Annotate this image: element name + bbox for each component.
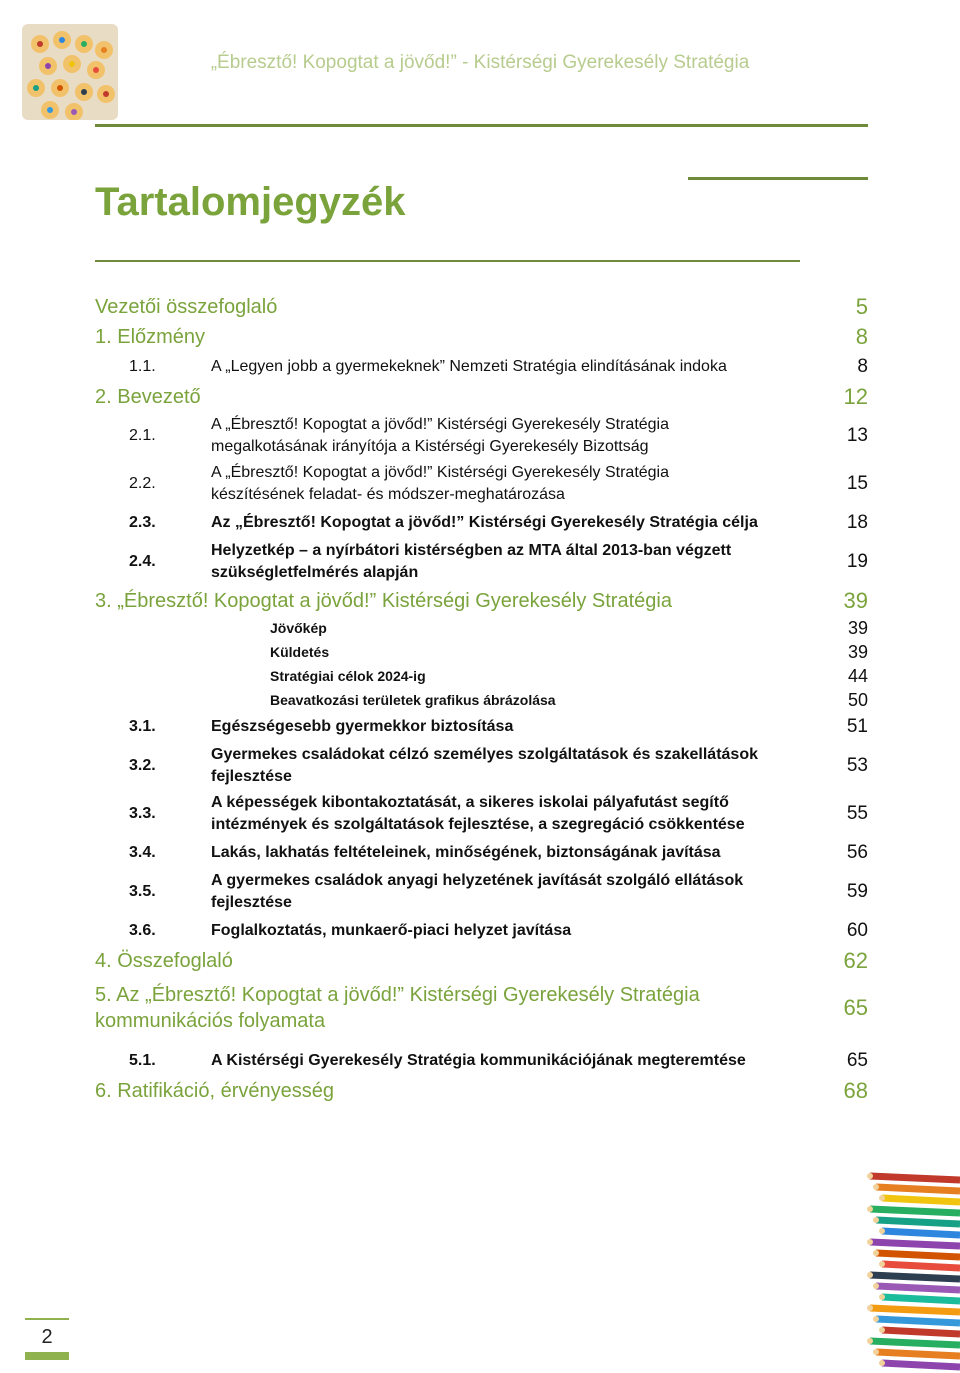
- toc-entry-text: Vezetői összefoglaló: [95, 295, 278, 318]
- toc-entry[interactable]: [95, 742, 868, 790]
- toc-entry-text: Gyermekes családokat célzó személyes szolgáltatások és szakellátások fejlesztése: [211, 746, 758, 785]
- toc-entry-page: 12: [843, 384, 868, 409]
- pencil-tip: [879, 1228, 885, 1234]
- toc-entry-text: Lakás, lakhatás feltételeinek, minőségének, biztonságának javítása: [211, 844, 721, 861]
- toc-entry-text: Egészségesebb gyermekkor biztosítása: [211, 718, 514, 735]
- toc-entry-text: A „Legyen jobb a gyermekeknek” Nemzeti Stratégia elindításának indoka: [211, 358, 727, 375]
- pencil-shape: [876, 1253, 960, 1257]
- toc-entry-number: 2.1.: [129, 427, 156, 444]
- toc-entry-page: 15: [846, 473, 868, 494]
- toc-entry-text: A Kistérségi Gyerekesély Stratégia kommunikációjának megteremtése: [211, 1052, 746, 1069]
- pencil-tip: [873, 1250, 879, 1256]
- pencil-tip: [873, 1217, 879, 1223]
- pencil-tip: [879, 1294, 885, 1300]
- pencil-shape: [876, 1187, 960, 1191]
- toc-entry[interactable]: [95, 1076, 868, 1106]
- toc-entry-page: 44: [847, 665, 868, 686]
- toc-entry[interactable]: [95, 664, 868, 688]
- toc-entry-number: 3.2.: [129, 757, 156, 774]
- toc-entry-page: 50: [847, 689, 868, 710]
- toc-entry-number: 3.1.: [129, 718, 156, 735]
- pencil-shape: [870, 1341, 960, 1345]
- pencil-tip: [867, 1206, 873, 1212]
- title-accent-rule: [688, 177, 868, 180]
- header-rule: [95, 124, 868, 127]
- toc-entry-text: Az „Ébresztő! Kopogtat a jövőd!” Kistérségi Gyerekesély Stratégia célja: [211, 514, 758, 531]
- toc-entry-number: 3.6.: [129, 922, 156, 939]
- pencils-logo-icon: [22, 24, 118, 120]
- toc-entry-page: 5: [855, 294, 868, 319]
- pencil-tip: [873, 1184, 879, 1190]
- toc-entry-page: 65: [846, 1050, 868, 1071]
- page-number-top-rule: [25, 1318, 69, 1320]
- toc-entry[interactable]: [95, 838, 868, 868]
- toc-entry[interactable]: [95, 322, 868, 352]
- toc-entry-page: 59: [846, 881, 868, 902]
- toc-entry-text: A képességek kibontakoztatását, a sikeres iskolai pályafutást segítő intézmények és szolgáltatások fejlesztése, a szegregáció csökkentése: [211, 794, 745, 833]
- pencil-shape: [882, 1297, 960, 1301]
- toc-entry[interactable]: [95, 352, 868, 382]
- toc-entry[interactable]: [95, 382, 868, 412]
- toc-entry-number: 3.4.: [129, 844, 156, 861]
- pencil-shape: [882, 1231, 960, 1235]
- toc-entry-page: 8: [857, 356, 868, 377]
- toc-entry-page: 65: [843, 995, 868, 1020]
- toc-entry[interactable]: [95, 790, 868, 838]
- pencil-shape: [882, 1264, 960, 1268]
- running-header: „Ébresztő! Kopogtat a jövőd!” - Kistérségi Gyerekesély Stratégia: [210, 52, 750, 73]
- toc-entry-number: 1.1.: [129, 358, 156, 375]
- pencil-shape: [882, 1363, 960, 1367]
- toc-entry-text: Küldetés: [270, 644, 330, 660]
- toc-entry[interactable]: [95, 460, 868, 508]
- pencil-tip: [879, 1195, 885, 1201]
- toc-entry-text: Beavatkozási területek grafikus ábrázolása: [270, 692, 556, 708]
- toc-entry-text: Foglalkoztatás, munkaerő-piaci helyzet javítása: [211, 922, 572, 939]
- pencil-tip: [873, 1349, 879, 1355]
- toc-entry-page: 53: [846, 755, 868, 776]
- toc-entry-number: 3.5.: [129, 883, 156, 900]
- toc-entry-text: 2. Bevezető: [95, 385, 201, 408]
- toc-entry-number: 2.2.: [129, 475, 156, 492]
- toc-entry-page: 39: [847, 641, 868, 662]
- pencil-tip: [867, 1173, 873, 1179]
- toc-entry[interactable]: [95, 868, 868, 916]
- toc-entry-text: 5. Az „Ébresztő! Kopogtat a jövőd!” Kistérségi Gyerekesély Stratégia kommunikációs folyamata: [95, 984, 700, 1032]
- toc-entry[interactable]: [95, 292, 868, 322]
- toc-entry-page: 56: [846, 842, 868, 863]
- pencil-shape: [870, 1176, 960, 1180]
- toc-entry-page: 39: [847, 617, 868, 638]
- pencil-shape: [882, 1330, 960, 1334]
- pencil-shape: [870, 1308, 960, 1312]
- toc-entry-page: 51: [846, 716, 868, 737]
- pencil-tip: [867, 1272, 873, 1278]
- toc-entry-text: Stratégiai célok 2024-ig: [270, 668, 426, 684]
- toc-entry-text: A gyermekes családok anyagi helyzetének javítását szolgáló ellátások fejlesztése: [211, 872, 744, 911]
- toc-entry[interactable]: [95, 640, 868, 664]
- toc-entry[interactable]: [95, 586, 868, 616]
- toc-title: Tartalomjegyzék: [95, 180, 406, 224]
- pencil-tip: [879, 1261, 885, 1267]
- pencil-tip: [873, 1316, 879, 1322]
- toc-entry-page: 19: [846, 551, 868, 572]
- page-number-bar: [25, 1352, 69, 1360]
- pencil-tip: [867, 1239, 873, 1245]
- toc-entry-number: 2.4.: [129, 553, 156, 570]
- toc-entry-text: A „Ébresztő! Kopogtat a jövőd!” Kistérségi Gyerekesély Stratégia készítésének feladat- és módszer-meghatározása: [211, 464, 670, 503]
- toc-entry-text: 6. Ratifikáció, érvényesség: [95, 1079, 335, 1102]
- toc-entry-page: 62: [843, 948, 868, 973]
- toc-entry[interactable]: [95, 508, 868, 538]
- pencil-shape: [882, 1198, 960, 1202]
- toc-entry[interactable]: [95, 412, 868, 460]
- toc-entry[interactable]: [95, 688, 868, 712]
- toc-entry-page: 55: [846, 803, 868, 824]
- pencil-shape: [870, 1275, 960, 1279]
- toc-entry-page: 18: [846, 512, 868, 533]
- page-number: 2: [41, 1326, 53, 1348]
- pencil-tip: [873, 1283, 879, 1289]
- toc-entry-page: 39: [843, 588, 868, 613]
- pencil-shape: [876, 1220, 960, 1224]
- table-of-contents: [95, 292, 868, 1106]
- toc-entry-page: 60: [846, 920, 868, 941]
- colored-pencils-icon: [860, 1168, 960, 1373]
- toc-entry[interactable]: [95, 712, 868, 742]
- pencil-tip: [867, 1305, 873, 1311]
- toc-entry-page: 8: [855, 324, 868, 349]
- pencil-shape: [876, 1352, 960, 1356]
- toc-entry[interactable]: [95, 916, 868, 946]
- pencil-tip: [879, 1360, 885, 1366]
- toc-entry[interactable]: [95, 616, 868, 640]
- toc-entry-number: 3.3.: [129, 805, 156, 822]
- toc-entry-text: Helyzetkép – a nyírbátori kistérségben az MTA által 2013-ban végzett szükségletfelmérés alapján: [211, 542, 732, 581]
- toc-entry-number: 2.3.: [129, 514, 156, 531]
- toc-entry-page: 68: [843, 1078, 868, 1103]
- toc-entry[interactable]: [95, 980, 868, 1036]
- page-number-box: [25, 1318, 69, 1360]
- toc-entry-text: 4. Összefoglaló: [95, 949, 233, 972]
- toc-entry-text: Jövőkép: [270, 620, 327, 636]
- pencil-shape: [876, 1286, 960, 1290]
- pencil-shape: [870, 1242, 960, 1246]
- pencil-tip: [867, 1338, 873, 1344]
- toc-entry[interactable]: [95, 946, 868, 976]
- pencil-tip: [879, 1327, 885, 1333]
- toc-entry-number: 5.1.: [129, 1052, 156, 1069]
- toc-entry-text: 1. Előzmény: [95, 325, 206, 348]
- pencil-shape: [876, 1319, 960, 1323]
- toc-entry-text: 3. „Ébresztő! Kopogtat a jövőd!” Kistérségi Gyerekesély Stratégia: [95, 589, 672, 612]
- toc-entry[interactable]: [95, 1046, 868, 1076]
- toc-entry[interactable]: [95, 538, 868, 586]
- toc-entry-page: 13: [846, 425, 868, 446]
- toc-entry-text: A „Ébresztő! Kopogtat a jövőd!” Kistérségi Gyerekesély Stratégia megalkotásának irányítója a Kistérségi Gyerekesély Bizottság: [211, 416, 670, 455]
- pencil-shape: [870, 1209, 960, 1213]
- title-rule: [95, 260, 800, 262]
